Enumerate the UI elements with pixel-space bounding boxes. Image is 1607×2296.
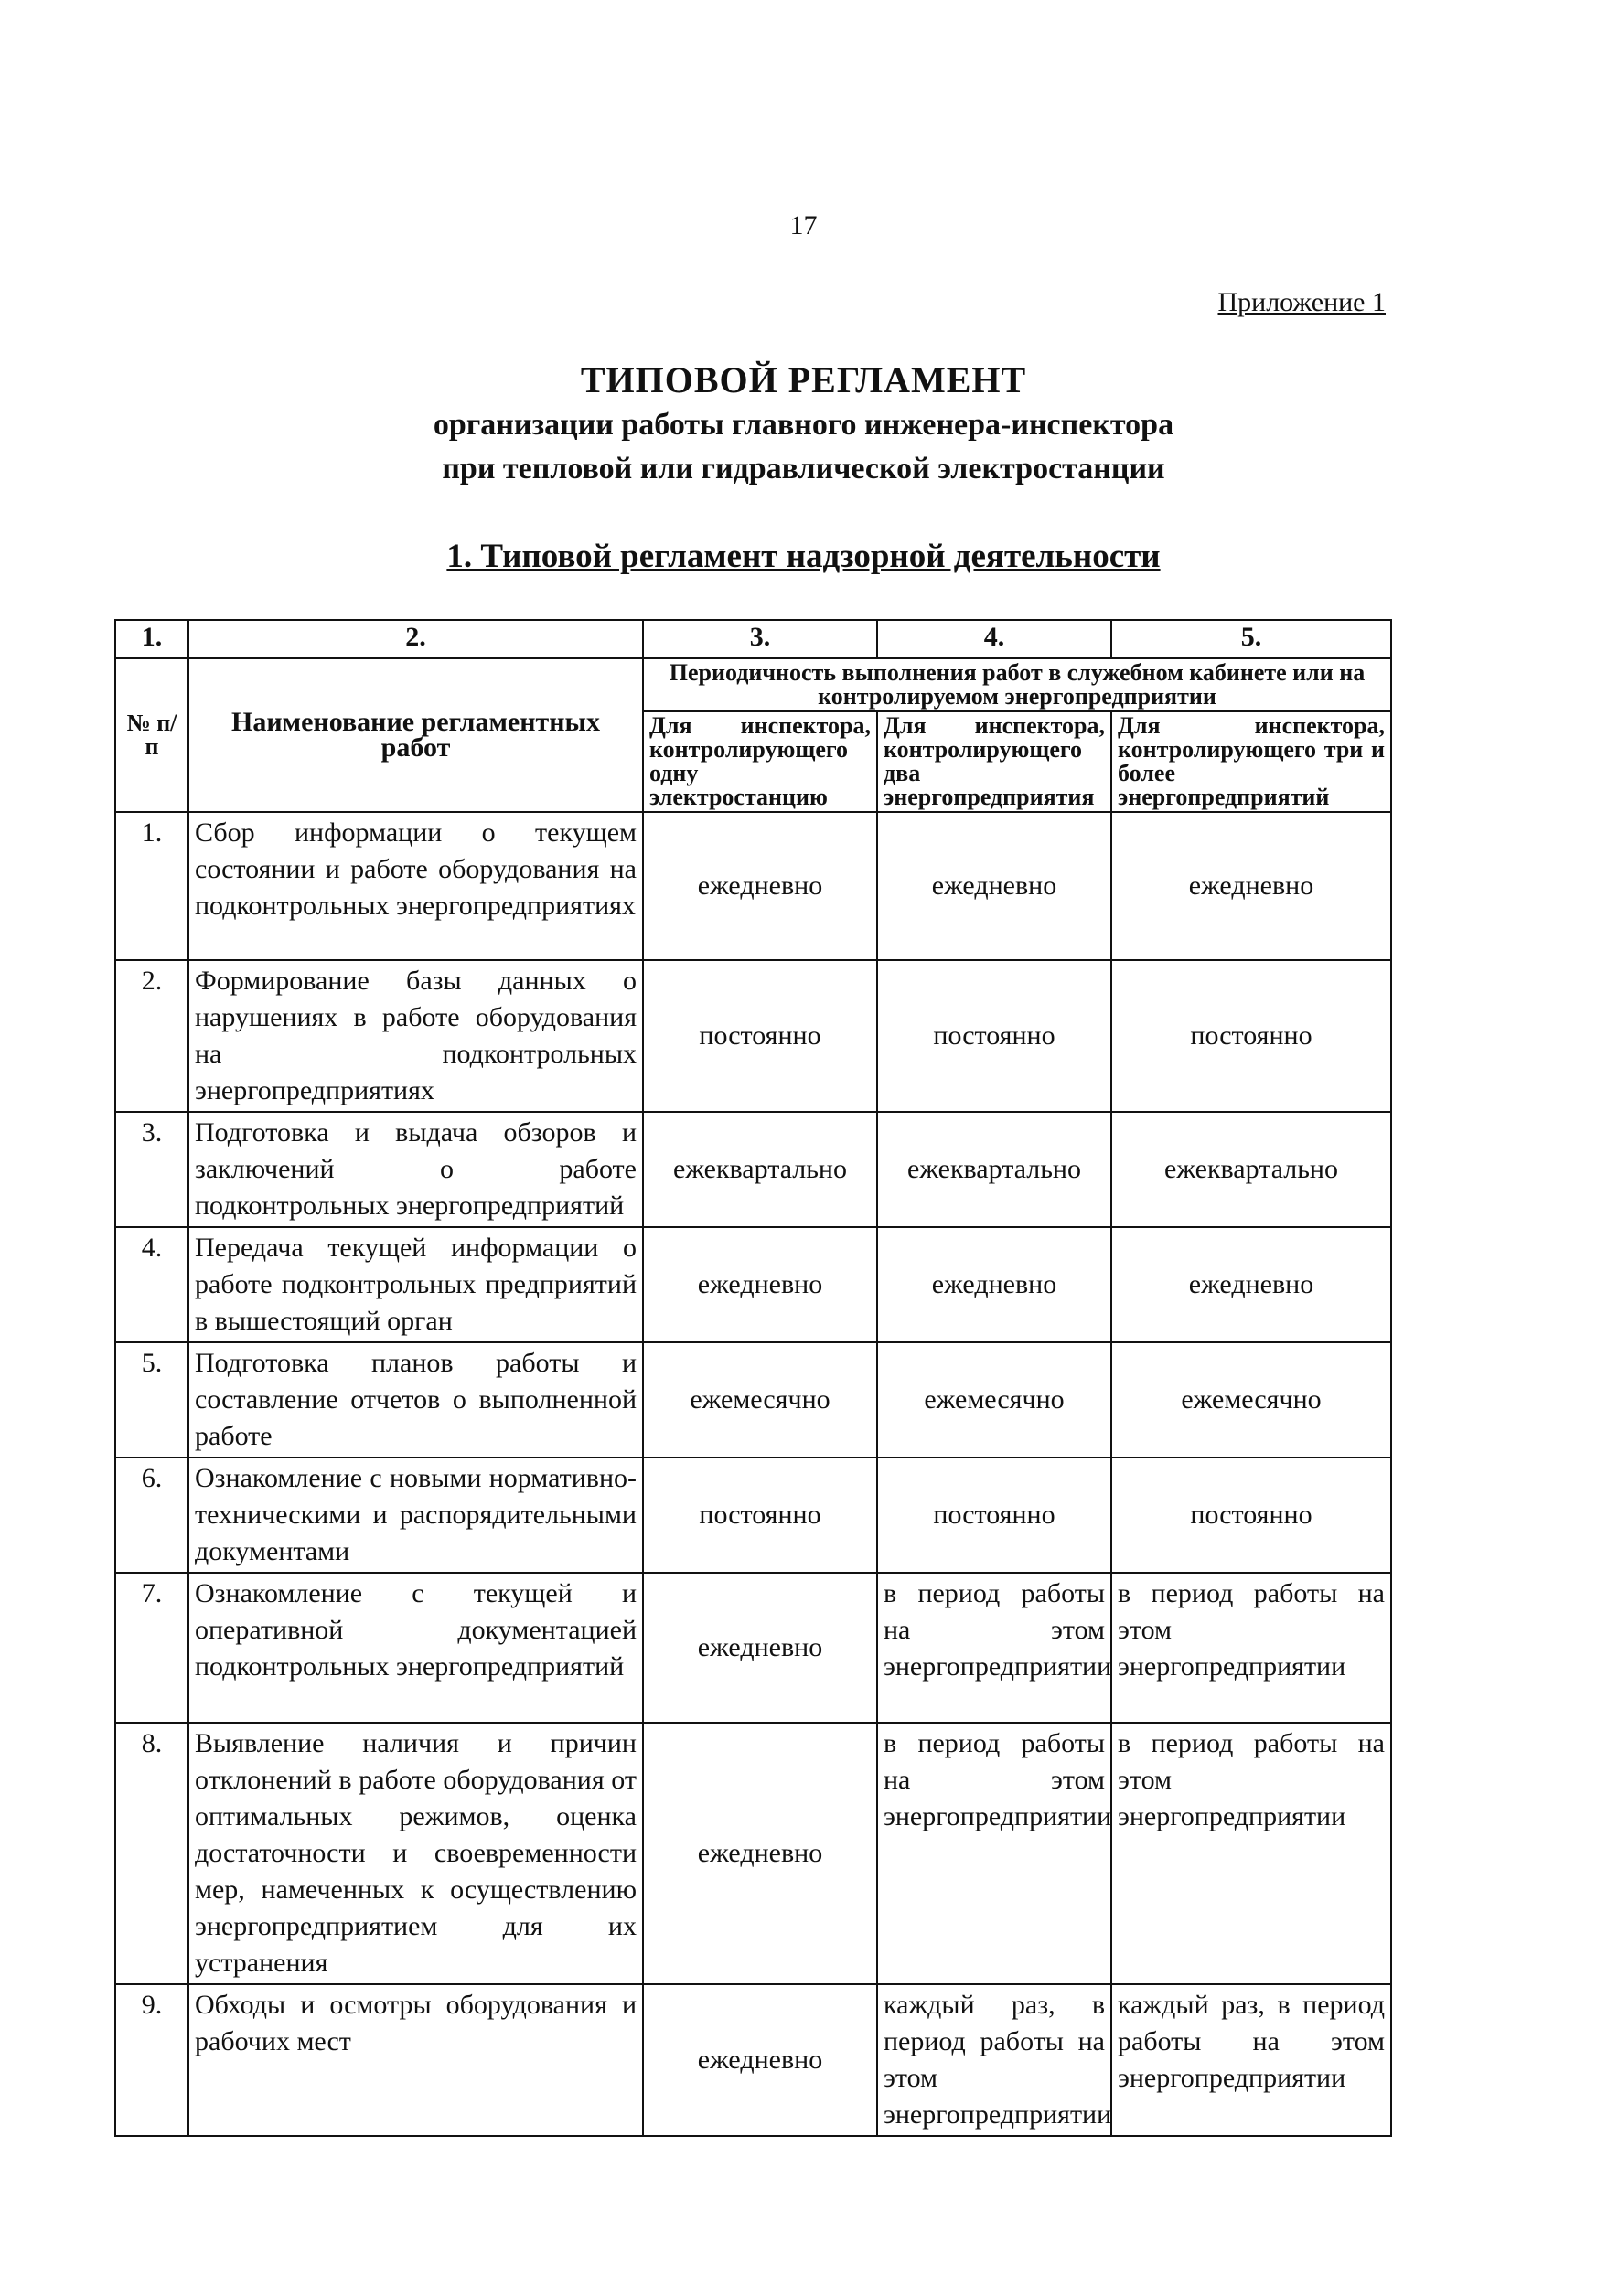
row-name: Ознакомление с текущей и оперативной документацией подконтрольных энергопредприятий [188, 1573, 643, 1723]
header-periodicity: Периодичность выполнения работ в служебном кабинете или на контролируемом энергопредприятии [643, 658, 1391, 711]
row-col3: ежеквартально [643, 1112, 877, 1227]
row-name: Обходы и осмотры оборудования и рабочих мест [188, 1984, 643, 2136]
header-row-periodicity [115, 658, 1391, 711]
row-col4: каждый раз, в период работы на этом энергопредприятии [877, 1984, 1111, 2136]
row-col5: ежедневно [1111, 1227, 1391, 1342]
header-col5: Для инспектора, контролирующего три и более энергопредприятий [1111, 711, 1391, 812]
column-number: 2. [188, 620, 643, 658]
row-number: 4. [115, 1227, 188, 1342]
header-col3: Для инспектора, контролирующего одну электростанцию [643, 711, 877, 812]
row-number: 3. [115, 1112, 188, 1227]
row-number: 1. [115, 812, 188, 960]
row-number: 7. [115, 1573, 188, 1723]
regulation-table [114, 619, 1392, 2137]
table-row [115, 960, 1391, 1112]
table-row [115, 1723, 1391, 1984]
row-col5: ежемесячно [1111, 1342, 1391, 1458]
row-col3: ежедневно [643, 1723, 877, 1984]
table-row [115, 1458, 1391, 1573]
subtitle-line-1: организации работы главного инженера-инспектора [433, 408, 1174, 442]
row-name: Формирование базы данных о нарушениях в работе оборудования на подконтрольных энергопредприятиях [188, 960, 643, 1112]
row-col3: ежедневно [643, 1984, 877, 2136]
row-col5: в период работы на этом энергопредприятии [1111, 1723, 1391, 1984]
row-col5: постоянно [1111, 1458, 1391, 1573]
row-col4: постоянно [877, 960, 1111, 1112]
row-col4: ежемесячно [877, 1342, 1111, 1458]
column-number: 3. [643, 620, 877, 658]
row-col3: ежедневно [643, 812, 877, 960]
row-name: Подготовка планов работы и составление отчетов о выполненной работе [188, 1342, 643, 1458]
table-row [115, 1573, 1391, 1723]
row-name: Подготовка и выдача обзоров и заключений о работе подконтрольных энергопредприятий [188, 1112, 643, 1227]
row-col3: ежедневно [643, 1227, 877, 1342]
row-name: Выявление наличия и причин отклонений в работе оборудования от оптимальных режимов, оценка достаточности и своевременности мер, намеченных к осуществлению энергопредприятием для их устранения [188, 1723, 643, 1984]
row-col5: ежеквартально [1111, 1112, 1391, 1227]
row-number: 8. [115, 1723, 188, 1984]
row-number: 9. [115, 1984, 188, 2136]
table-row [115, 1112, 1391, 1227]
row-col3: постоянно [643, 1458, 877, 1573]
row-col4: постоянно [877, 1458, 1111, 1573]
row-col3: ежемесячно [643, 1342, 877, 1458]
row-name: Ознакомление с новыми нормативно-техническими и распорядительными документами [188, 1458, 643, 1573]
page-number: 17 [789, 210, 818, 240]
header-name: Наименование регламентных работ [188, 658, 643, 812]
row-number: 6. [115, 1458, 188, 1573]
table-row [115, 1984, 1391, 2136]
row-col5: каждый раз, в период работы на этом энергопредприятии [1111, 1984, 1391, 2136]
row-number: 5. [115, 1342, 188, 1458]
row-col4: ежедневно [877, 812, 1111, 960]
row-col5: постоянно [1111, 960, 1391, 1112]
column-number: 4. [877, 620, 1111, 658]
header-number: № п/п [115, 658, 188, 812]
row-col4: в период работы на этом энергопредприятии [877, 1573, 1111, 1723]
row-col5: в период работы на этом энергопредприятии [1111, 1573, 1391, 1723]
row-col4: ежеквартально [877, 1112, 1111, 1227]
row-col3: ежедневно [643, 1573, 877, 1723]
section-heading-text: 1. Типовой регламент надзорной деятельности [446, 538, 1161, 575]
subtitle-line-2: при тепловой или гидравлической электростанции [442, 452, 1165, 486]
table-row [115, 812, 1391, 960]
column-number: 1. [115, 620, 188, 658]
table-row [115, 1227, 1391, 1342]
table-row [115, 1342, 1391, 1458]
row-col4: в период работы на этом энергопредприятии [877, 1723, 1111, 1984]
row-number: 2. [115, 960, 188, 1112]
column-number: 5. [1111, 620, 1391, 658]
row-col3: постоянно [643, 960, 877, 1112]
appendix-label: Приложение 1 [1217, 287, 1386, 317]
row-col4: ежедневно [877, 1227, 1111, 1342]
section-heading [0, 537, 1607, 576]
document-title: ТИПОВОЙ РЕГЛАМЕНТ [580, 359, 1027, 400]
column-number-row [115, 620, 1391, 658]
header-col4: Для инспектора, контролирующего два энергопредприятия [877, 711, 1111, 812]
row-name: Сбор информации о текущем состоянии и работе оборудования на подконтрольных энергопредприятиях [188, 812, 643, 960]
row-name: Передача текущей информации о работе подконтрольных предприятий в вышестоящий орган [188, 1227, 643, 1342]
row-col5: ежедневно [1111, 812, 1391, 960]
